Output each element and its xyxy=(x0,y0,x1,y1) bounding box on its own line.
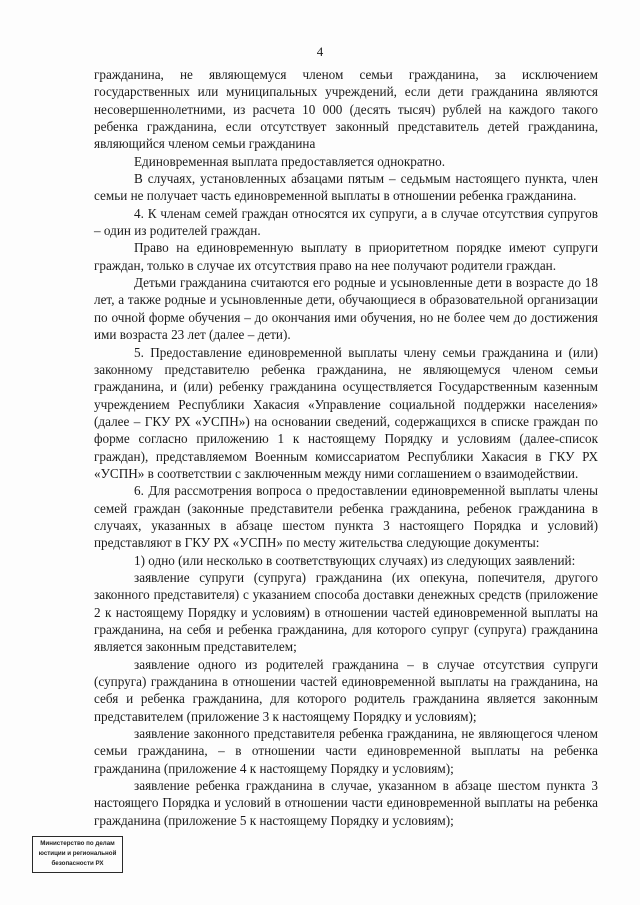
paragraph: гражданина, не являющемуся членом семьи гражданина, за исключением государственных или муниципальных учреждений, если дети гражданина являются несовершеннолетними, из расчета 10 000 (десять тысяч) рублей на каждого такого ребенка гражданина, если отсутствует законный представитель детей гражданина, являющийся членом семьи гражданина xyxy=(94,67,598,152)
stamp-line: Министерство по делам xyxy=(40,840,115,847)
page-number: 4 xyxy=(316,44,324,59)
stamp-line: безопасности РХ xyxy=(51,860,104,867)
paragraph: 4. К членам семей граждан относятся их супруги, а в случае отсутствия супругов – один из родителей граждан. xyxy=(94,205,598,239)
paragraph: заявление супруги (супруга) гражданина (их опекуна, попечителя, другого законного представителя) с указанием способа доставки денежных средств (приложение 2 к настоящему Порядку и условиям) в отношении частей единовременной выплаты на гражданина, на себя и ребенка гражданина, для которого супруг (супруга) гражданина является законным представителем; xyxy=(94,569,598,655)
paragraph: заявление законного представителя ребенка гражданина, не являющегося членом семьи гражданина, – в отношении части единовременной выплаты на ребенка гражданина (приложение 4 к настоящему Порядку и условиям); xyxy=(94,726,598,776)
paragraph: 5. Предоставление единовременной выплаты члену семьи гражданина и (или) законному представителю ребенка гражданина, не являющемуся членом семьи гражданина, и (или) ребенку гражданина осуществляется Государственным казенным учреждением Республики Хакасия «Управление социальной поддержки населения» (далее – ГКУ РХ «УСПН») на основании сведений, содержащихся в списке граждан по форме согласно приложению 1 к настоящему Порядку и условиям (далее-список граждан), представляемом Военным комиссариатом Республики Хакасия в ГКУ РХ «УСПН» в соответствии с заключенным между ними соглашением о взаимодействии. xyxy=(94,344,598,481)
stamp-line: юстиции и региональной xyxy=(38,850,117,857)
paragraph: заявление ребенка гражданина в случае, указанном в абзаце шестом пункта 3 настоящего Порядка и условий в отношении части единовременной выплаты на ребенка гражданина (приложение 5 к настоящему Порядку и условиям); xyxy=(94,778,598,828)
paragraph: Единовременная выплата предоставляется однократно. xyxy=(134,153,446,169)
paragraph: Право на единовременную выплату в приоритетном порядке имеют супруги граждан, только в случае их отсутствия право на нее получают родители граждан. xyxy=(94,240,598,273)
paragraph: Детьми гражданина считаются его родные и усыновленные дети в возрасте до 18 лет, а также родные и усыновленные дети, обучающиеся в образовательной организации по очной форме обучения – до окончания ими обучения, но не более чем до достижения ими возраста 23 лет (далее – дети). xyxy=(94,275,598,343)
paragraph: заявление одного из родителей гражданина – в случае отсутствия супруги (супруга) гражданина в отношении частей единовременной выплаты на гражданина, на себя и ребенка гражданина, для которого родитель гражданина является законным представителем (приложение 3 к настоящему Порядку и условиям); xyxy=(94,656,598,724)
registration-stamp xyxy=(32,836,123,873)
paragraph: 6. Для рассмотрения вопроса о предоставлении единовременной выплаты члены семей граждан (законные представители ребенка гражданина, ребенок гражданина в случаях, указанных в абзаце шестом пункта 3 настоящего Порядка и условий) представляют в ГКУ РХ «УСПН» по месту жительства следующие документы: xyxy=(94,483,598,551)
document-body xyxy=(94,66,598,829)
paragraph: 1) одно (или несколько в соответствующих случаях) из следующих заявлений: xyxy=(134,552,576,568)
paragraph: В случаях, установленных абзацами пятым – седьмым настоящего пункта, член семьи не получает часть единовременной выплаты в отношении ребенка гражданина. xyxy=(94,171,598,204)
